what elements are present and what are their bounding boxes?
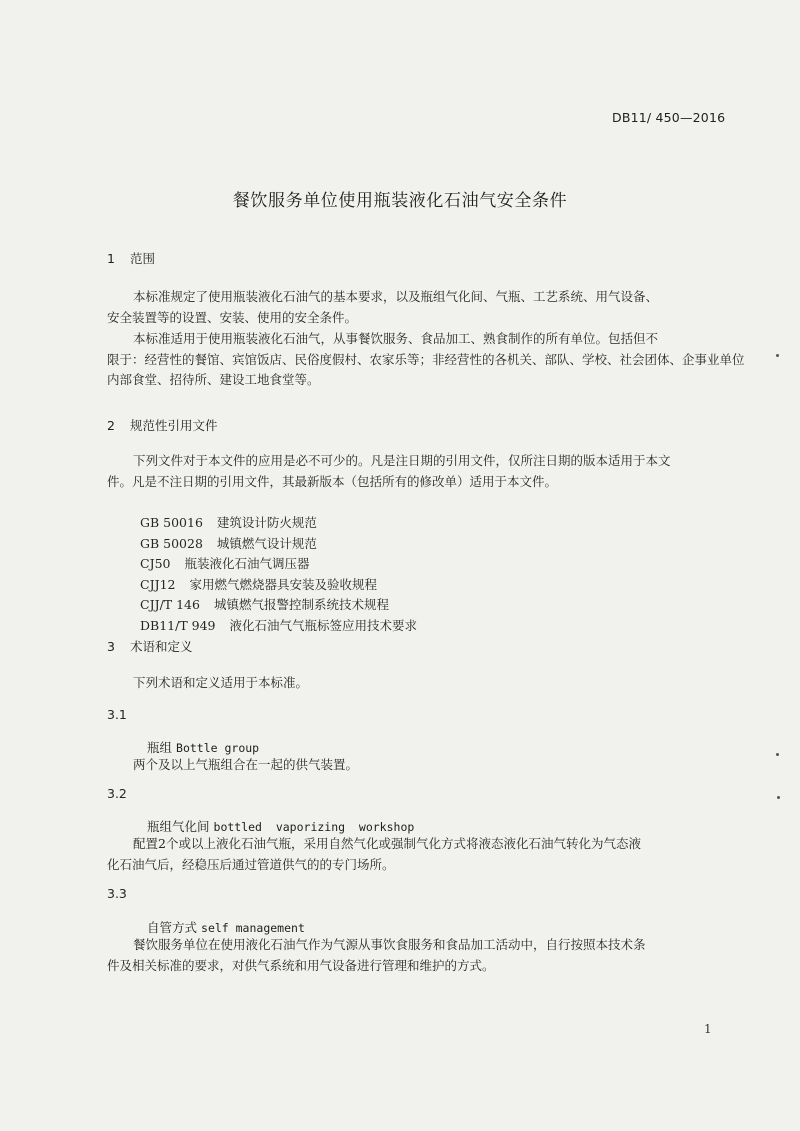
term-chinese: 瓶组	[147, 740, 173, 755]
reference-item	[140, 534, 417, 555]
term-heading-self-management	[147, 918, 305, 936]
reference-item	[140, 595, 417, 616]
reference-item	[140, 554, 417, 575]
terms-intro: 下列术语和定义适用于本标准。	[133, 675, 309, 690]
standard-code: DB11/ 450—2016	[612, 110, 726, 125]
reference-item	[140, 513, 417, 534]
reference-title: 家用燃气燃烧器具安装及验收规程	[189, 576, 378, 592]
definition-first-line: 餐饮服务单位在使用液化石油气作为气源从事饮食服务和食品加工活动中，自行按照本技术条	[133, 937, 646, 952]
section-1-heading	[107, 249, 155, 267]
term-english: self management	[201, 921, 305, 935]
term-english: Bottle group	[176, 741, 260, 755]
reference-title: 城镇燃气设计规范	[216, 535, 317, 551]
paragraph-continuation: 件。凡是不注日期的引用文件，其最新版本（包括所有的修改单）适用于本文件。	[107, 473, 558, 489]
paragraph-continuation: 安全装置等的设置、安装、使用的安全条件。	[107, 309, 358, 325]
reference-code: GB 50028	[140, 535, 203, 551]
term-chinese: 自管方式	[147, 920, 198, 935]
definition-first-line: 配置2个或以上液化石油气瓶，采用自然气化或强制气化方式将液态液化石油气转化为气态液	[133, 836, 641, 851]
term-definition-self-management	[107, 935, 747, 976]
clause-number: 3.3	[107, 886, 127, 901]
reference-code: CJJ/T 146	[140, 597, 200, 612]
section-title: 范围	[130, 251, 156, 266]
term-english: bottled vaporizing workshop	[213, 820, 415, 834]
definition-first-line: 两个及以上气瓶组合在一起的供气装置。	[133, 757, 359, 772]
reference-code: CJJ12	[140, 576, 176, 592]
reference-title: 城镇燃气报警控制系统技术规程	[213, 597, 389, 612]
document-title: 餐饮服务单位使用瓶装液化石油气安全条件	[232, 191, 568, 211]
reference-code: DB11/T 949	[140, 617, 216, 633]
scan-speck	[777, 796, 780, 799]
paragraph-first-line: 本标准适用于使用瓶装液化石油气，从事餐饮服务、食品加工、熟食制作的所有单位。包括但不	[133, 331, 659, 346]
section-number: 3	[107, 639, 115, 654]
clause-number: 3.2	[107, 786, 127, 801]
scan-speck	[776, 753, 779, 756]
term-definition-bottle-group	[107, 755, 747, 776]
section-number: 1	[107, 251, 115, 266]
section-title: 术语和定义	[130, 639, 193, 654]
term-definition-vaporizing-workshop	[107, 834, 747, 875]
page-number: 1	[704, 1022, 712, 1036]
paragraph-first-line: 本标准规定了使用瓶装液化石油气的基本要求，以及瓶组气化间、气瓶、工艺系统、用气设备、	[133, 289, 659, 304]
reference-item	[140, 616, 417, 637]
reference-code: CJ50	[140, 556, 171, 571]
paragraph-continuation: 限于：经营性的餐馆、宾馆饭店、民俗度假村、农家乐等；非经营性的各机关、部队、学校、社会团体、企事业单位内部食堂、招待所、建设工地食堂等。	[107, 351, 745, 387]
clause-number: 3.1	[107, 707, 127, 722]
references-intro	[107, 451, 747, 492]
term-heading-vaporizing-workshop	[147, 817, 414, 835]
term-heading-bottle-group	[147, 738, 259, 756]
definition-continuation: 化石油气后，经稳压后通过管道供气的的专门场所。	[107, 856, 395, 872]
term-chinese: 瓶组气化间	[147, 819, 210, 834]
scope-paragraph-1	[107, 287, 747, 328]
section-2-heading	[107, 416, 218, 434]
scope-paragraph-2	[107, 329, 747, 391]
reference-title: 瓶装液化石油气调压器	[184, 556, 310, 571]
paragraph-first-line: 下列文件对于本文件的应用是必不可少的。凡是注日期的引用文件，仅所注日期的版本适用于本文	[133, 453, 671, 468]
reference-title: 液化石油气气瓶标签应用技术要求	[229, 617, 418, 633]
reference-item	[140, 575, 417, 596]
reference-code: GB 50016	[140, 515, 203, 530]
section-number: 2	[107, 418, 115, 433]
section-3-heading	[107, 637, 193, 655]
definition-continuation: 件及相关标准的要求，对供气系统和用气设备进行管理和维护的方式。	[107, 957, 495, 973]
reference-title: 建筑设计防火规范	[216, 515, 317, 530]
scan-speck	[776, 354, 779, 357]
normative-reference-list	[140, 513, 417, 636]
section-title: 规范性引用文件	[130, 418, 218, 433]
